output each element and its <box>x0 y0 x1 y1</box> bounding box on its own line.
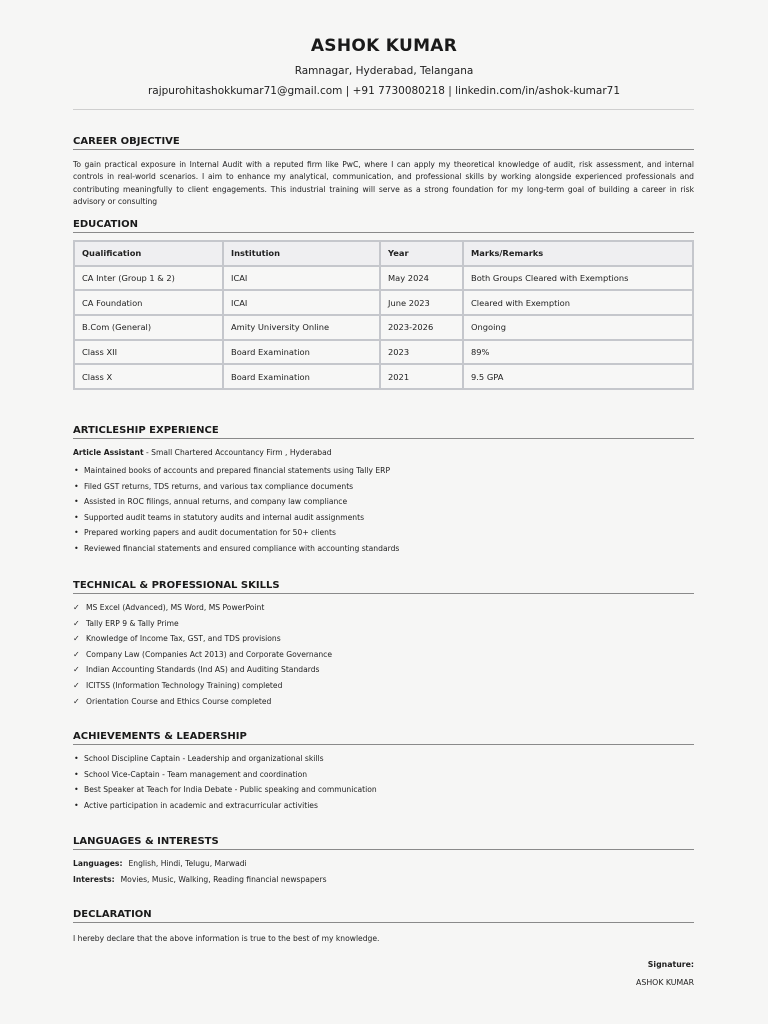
list-item: • Filed GST returns, TDS returns, and various tax compliance documents <box>73 479 694 495</box>
section-title: DECLARATION <box>73 909 694 923</box>
firm-name: - Small Chartered Accountancy Firm , Hyderabad <box>143 448 332 457</box>
column-header: Year <box>380 241 463 266</box>
table-cell: 89% <box>463 340 693 365</box>
table-cell: June 2023 <box>380 290 463 315</box>
role-line <box>73 448 694 457</box>
languages-label: Languages: <box>73 859 123 868</box>
skill-text: MS Excel (Advanced), MS Word, MS PowerPoint <box>86 603 265 612</box>
languages-section <box>73 836 694 888</box>
list-item: • Best Speaker at Teach for India Debate - Public speaking and communication <box>73 782 694 798</box>
column-header: Marks/Remarks <box>463 241 693 266</box>
list-item: • Assisted in ROC filings, annual returns, and company law compliance <box>73 494 694 510</box>
list-item <box>73 600 694 616</box>
list-item <box>73 631 694 647</box>
resume-header <box>0 36 768 97</box>
check-icon: ✓ <box>73 618 80 628</box>
list-item: • School Vice-Captain - Team management and coordination <box>73 767 694 783</box>
table-cell: ICAI <box>223 290 380 315</box>
list-item: • Active participation in academic and extracurricular activities <box>73 798 694 814</box>
skills-list <box>73 600 694 709</box>
check-icon: ✓ <box>73 680 80 690</box>
achievements-list <box>73 751 694 813</box>
table-cell: Amity University Online <box>223 315 380 340</box>
list-item <box>73 647 694 663</box>
skill-text: Tally ERP 9 & Tally Prime <box>86 618 179 628</box>
list-item: • School Discipline Captain - Leadership and organizational skills <box>73 751 694 767</box>
list-item <box>73 678 694 694</box>
table-row <box>74 266 693 291</box>
table-row <box>74 340 693 365</box>
declaration-section <box>73 909 694 945</box>
articleship-section <box>73 425 694 556</box>
table-cell: 2021 <box>380 364 463 389</box>
list-item: • Prepared working papers and audit documentation for 50+ clients <box>73 525 694 541</box>
declaration-text: I hereby declare that the above information is true to the best of my knowledge. <box>73 934 380 943</box>
table-cell: B.Com (General) <box>74 315 223 340</box>
skills-section <box>73 580 694 709</box>
section-title: ARTICLESHIP EXPERIENCE <box>73 425 694 439</box>
table-cell: Ongoing <box>463 315 693 340</box>
achievements-section <box>73 731 694 813</box>
interests-value: Movies, Music, Walking, Reading financial newspapers <box>120 875 327 884</box>
skill-text: Knowledge of Income Tax, GST, and TDS provisions <box>86 634 281 644</box>
career-objective-section <box>73 136 694 208</box>
table-cell: Cleared with Exemption <box>463 290 693 315</box>
header-divider <box>73 109 694 110</box>
list-item <box>73 616 694 632</box>
skill-text: ICITSS (Information Technology Training) completed <box>86 680 283 690</box>
list-item: • Reviewed financial statements and ensured compliance with accounting standards <box>73 541 694 557</box>
table-cell: 9.5 GPA <box>463 364 693 389</box>
articleship-list <box>73 463 694 556</box>
table-cell: May 2024 <box>380 266 463 291</box>
skill-text: Orientation Course and Ethics Course completed <box>86 696 272 706</box>
signature-name: ASHOK KUMAR <box>636 978 694 987</box>
section-title: ACHIEVEMENTS & LEADERSHIP <box>73 731 694 745</box>
candidate-name: ASHOK KUMAR <box>310 36 458 56</box>
section-title: TECHNICAL & PROFESSIONAL SKILLS <box>73 580 694 594</box>
list-item: • Maintained books of accounts and prepared financial statements using Tally ERP <box>73 463 694 479</box>
list-item: • Supported audit teams in statutory audits and internal audit assignments <box>73 510 694 526</box>
table-cell: Class XII <box>74 340 223 365</box>
column-header: Qualification <box>74 241 223 266</box>
table-cell: Board Examination <box>223 364 380 389</box>
section-title: LANGUAGES & INTERESTS <box>73 836 694 850</box>
table-cell: Class X <box>74 364 223 389</box>
table-header-row <box>74 241 693 266</box>
table-row <box>74 290 693 315</box>
education-table <box>73 240 694 390</box>
list-item <box>73 662 694 678</box>
check-icon: ✓ <box>73 665 80 675</box>
skill-text: Indian Accounting Standards (Ind AS) and Auditing Standards <box>86 665 320 675</box>
signature-label: Signature: <box>647 960 694 969</box>
contact-line: rajpurohitashokkumar71@gmail.com | +91 7730080218 | linkedin.com/in/ashok-kumar71 <box>147 85 621 97</box>
candidate-location: Ramnagar, Hyderabad, Telangana <box>294 65 474 77</box>
interests-line <box>73 872 694 888</box>
list-item <box>73 694 694 710</box>
check-icon: ✓ <box>73 603 80 612</box>
table-cell: ICAI <box>223 266 380 291</box>
table-cell: Board Examination <box>223 340 380 365</box>
table-row <box>74 364 693 389</box>
check-icon: ✓ <box>73 634 80 644</box>
objective-text: To gain practical exposure in Internal Audit with a reputed firm like PwC, where I can apply my theoretical knowledge of audit, risk assessment, and internal controls in real-world scenarios. I aim to enhance my analytical, communication, and professional skills by working alongside experienced professionals and contributing meaningfully to client engagements. This industrial training will serve as a strong foundation for my long-term goal of building a career in risk advisory or consulting <box>73 160 694 206</box>
section-title: EDUCATION <box>73 219 694 233</box>
table-cell: CA Foundation <box>74 290 223 315</box>
table-cell: CA Inter (Group 1 & 2) <box>74 266 223 291</box>
languages-value: English, Hindi, Telugu, Marwadi <box>128 859 247 868</box>
table-cell: 2023-2026 <box>380 315 463 340</box>
check-icon: ✓ <box>73 696 80 706</box>
role-title: Article Assistant <box>73 448 144 457</box>
table-row <box>74 315 693 340</box>
table-cell: Both Groups Cleared with Exemptions <box>463 266 693 291</box>
interests-label: Interests: <box>73 875 115 884</box>
table-cell: 2023 <box>380 340 463 365</box>
column-header: Institution <box>223 241 380 266</box>
education-section <box>73 219 694 390</box>
skill-text: Company Law (Companies Act 2013) and Corporate Governance <box>86 649 333 659</box>
languages-line <box>73 856 694 872</box>
check-icon: ✓ <box>73 649 80 659</box>
section-title: CAREER OBJECTIVE <box>73 136 694 150</box>
